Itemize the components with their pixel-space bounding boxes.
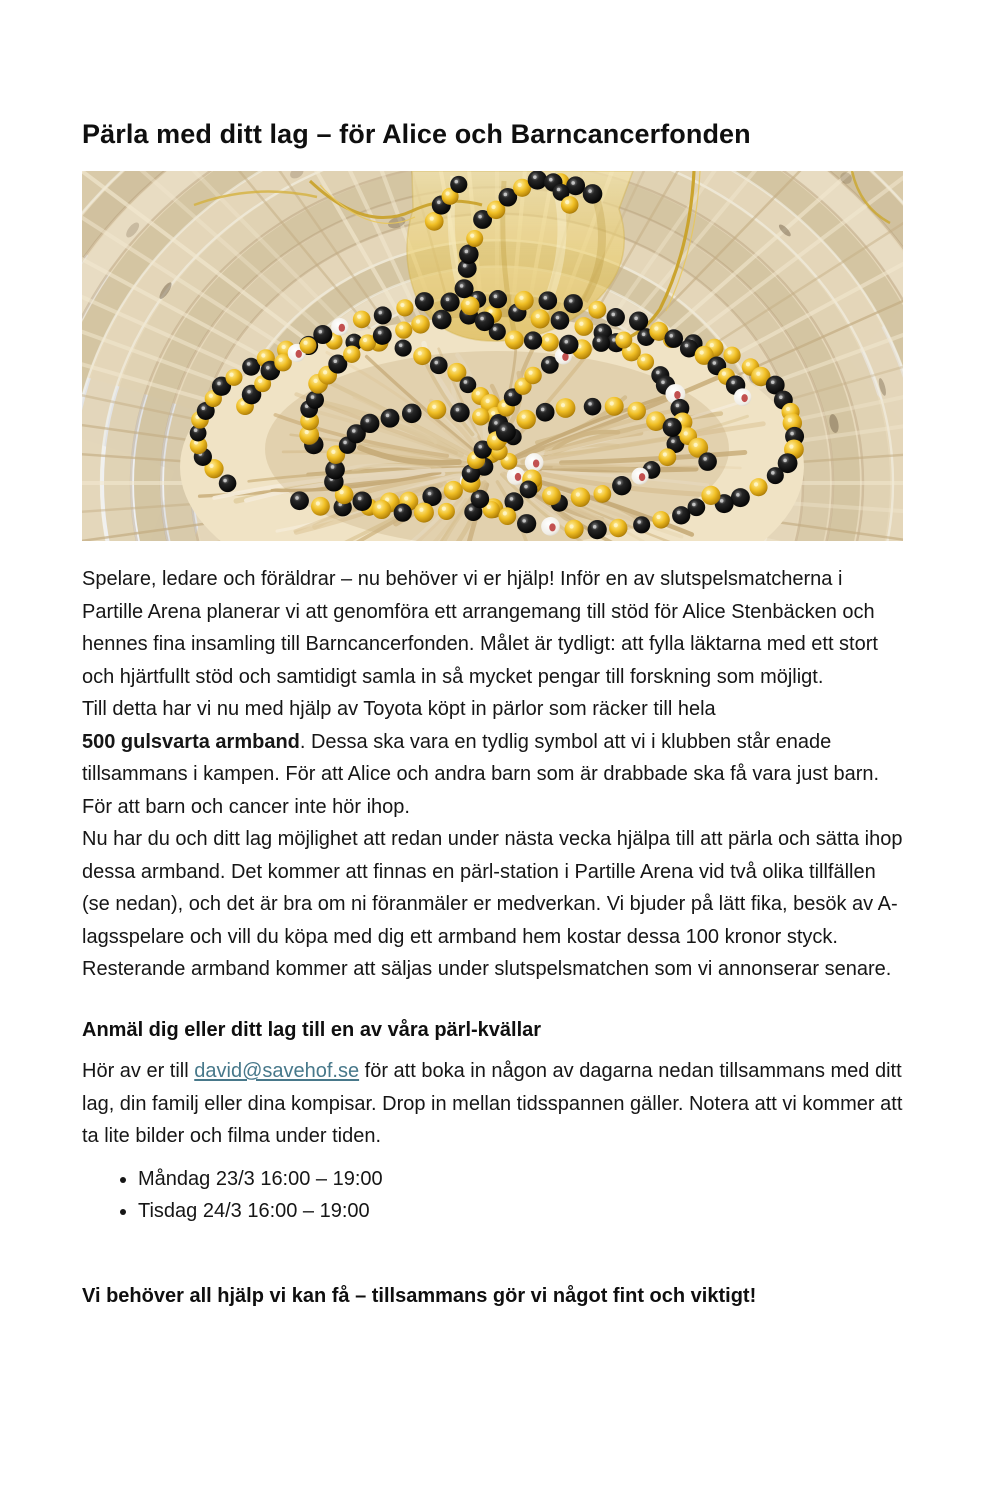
document-content: [82, 0, 903, 1312]
beads-basket-photo-canvas: [82, 171, 903, 541]
schedule-item-tuesday: • Tisdag 24/3 16:00 – 19:00: [138, 1195, 903, 1228]
paragraph-toyota-part2: . Dessa ska vara en tydlig symbol att vi i klubben står enade tillsammans i kampen. För att Alice och andra barn som är drabbade ska få vara just barn. För att barn och cancer inte hör ihop.: [82, 730, 880, 818]
paragraph-contact: [82, 1055, 903, 1153]
paragraph-intro: Spelare, ledare och föräldrar – nu behöver vi er hjälp! Inför en av slutspelsmatcherna i Partille Arena planerar vi att genomföra ett arrangemang till stöd för Alice Stenbäcken och hennes fina insamling till Barncancerfonden. Målet är tydligt: att fylla läktarna med ett stort och hjärtfullt stöd och samtidigt samla in så mycket pengar till forskning som möjligt.: [82, 568, 878, 688]
paragraph-contact-part2: för att boka in någon av dagarna nedan tillsammans med ditt lag, din familj eller dina kompisar. Drop in mellan tidsspannen gäller. Notera att vi kommer att ta lite bilder och filma under tiden.: [82, 1060, 903, 1147]
schedule-list: [82, 1163, 903, 1228]
paragraph-contact-part1: Hör av er till: [82, 1060, 195, 1082]
section-heading-signup: Anmäl dig eller ditt lag till en av våra pärl-kvällar: [82, 1018, 542, 1041]
paragraph-parl-station: Nu har du och ditt lag möjlighet att redan under nästa vecka hjälpa till att pärla och sätta ihop dessa armband. Det kommer att finnas en pärl-station i Partille Arena vid två olika tillfällen (se nedan), och det är bra om ni föranmäler er medverkan. Vi bjuder på lätt fika, besök av A-lagsspelare och vill du köpa med dig ett armband hem kostar dessa 100 kronor styck. Resterande armband kommer att säljas under slutspelsmatchen som vi annonserar senare.: [82, 828, 903, 980]
armband-count-bold: 500 gulsvarta armband: [82, 730, 300, 753]
closing-line: Vi behöver all hjälp vi kan få – tillsammans gör vi något fint och viktigt!: [82, 1284, 757, 1307]
paragraph-toyota-part1: Till detta har vi nu med hjälp av Toyota köpt in pärlor som räcker till hela: [82, 698, 716, 720]
page-title: Pärla med ditt lag – för Alice och Barncancerfonden: [82, 119, 751, 149]
paragraph-toyota: [82, 693, 903, 823]
beads-basket-photo: [82, 171, 903, 541]
email-link[interactable]: david@savehof.se: [194, 1060, 360, 1082]
schedule-item-monday: • Måndag 23/3 16:00 – 19:00: [138, 1163, 903, 1196]
